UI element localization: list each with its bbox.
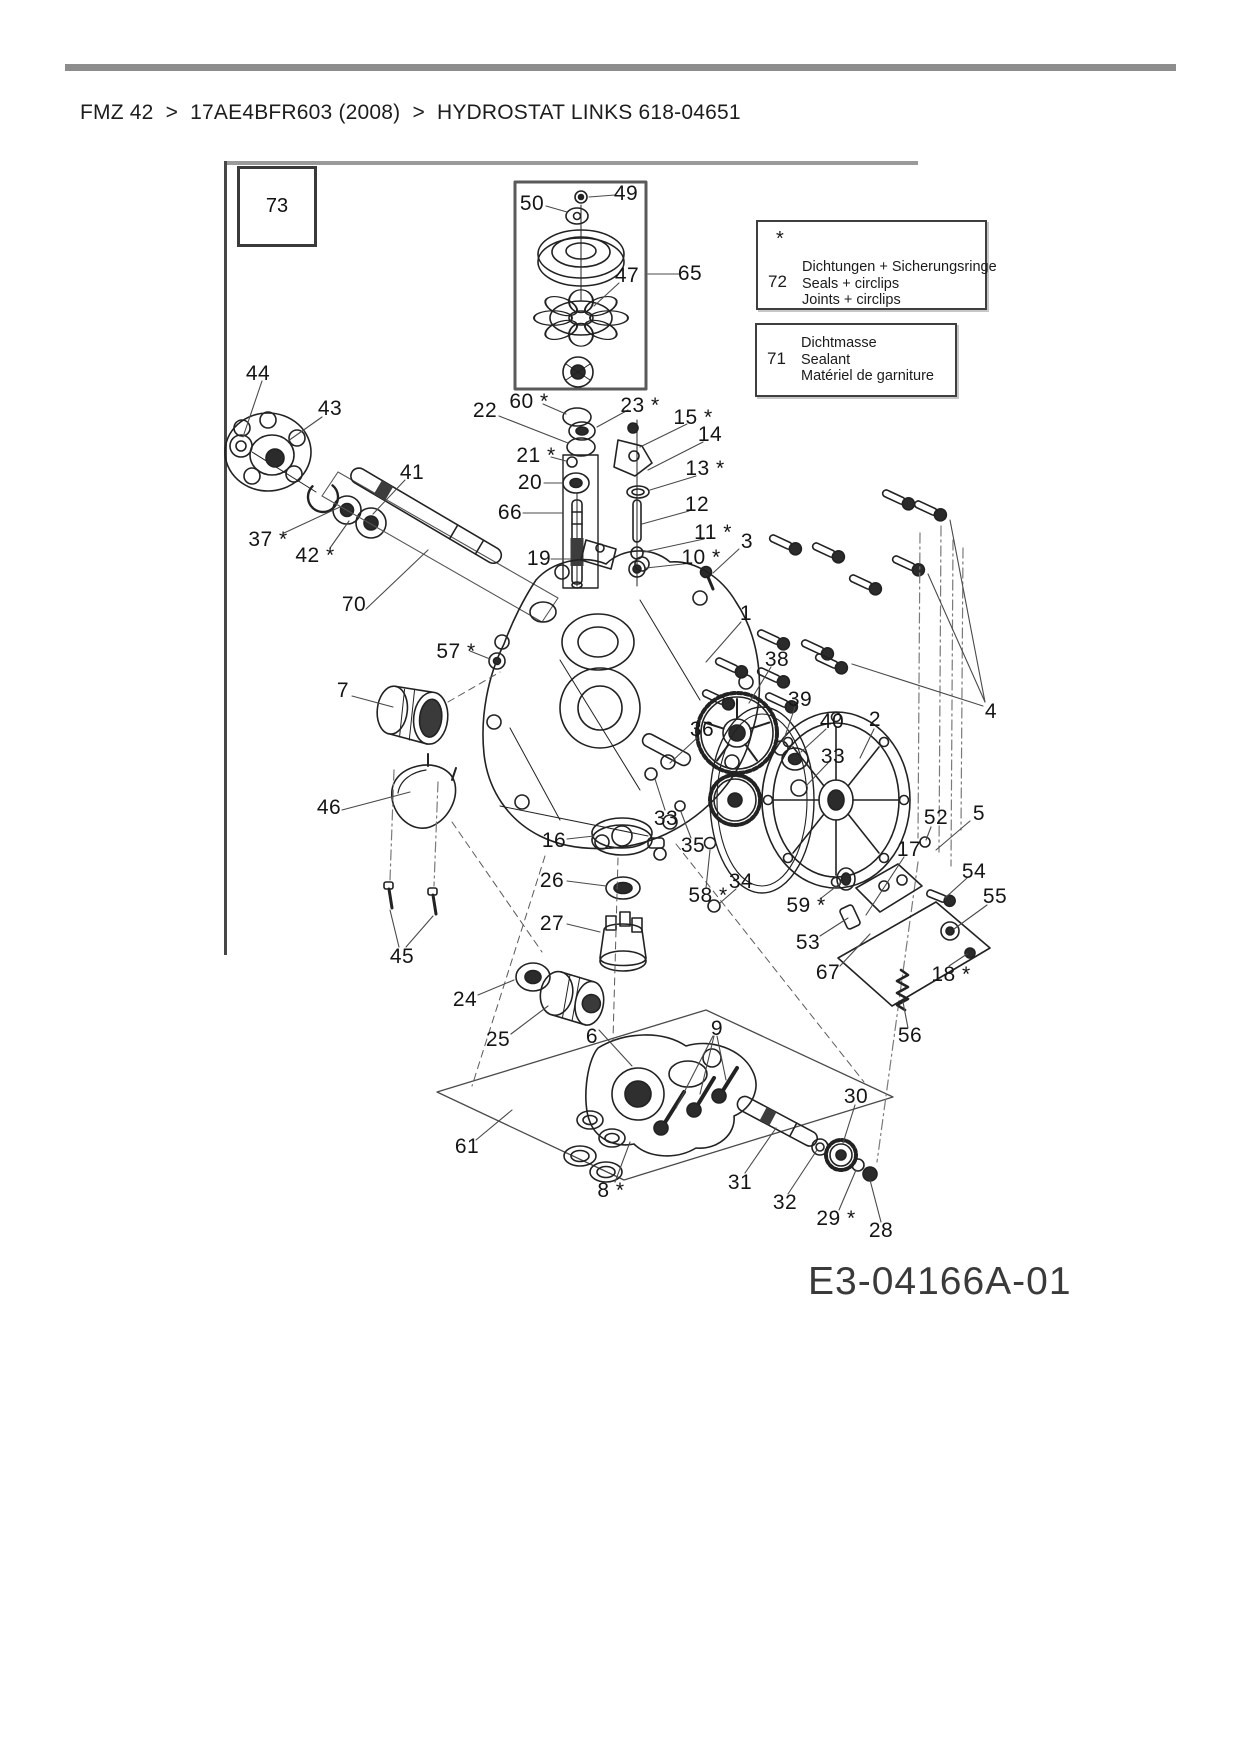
part-callout-12: 12 (684, 493, 710, 516)
part-callout-70: 70 (341, 593, 367, 616)
part-callout-35: 35 (680, 834, 706, 857)
part-callout-50: 50 (519, 192, 545, 215)
part-callout-24: 24 (452, 988, 478, 1011)
part-callout-26: 26 (539, 869, 565, 892)
legend-item-number: 71 (767, 349, 786, 368)
part-callout-37: 37 * (248, 528, 288, 551)
part-callout-42: 42 * (295, 544, 335, 567)
legend-line-de: Dichtmasse (801, 335, 877, 351)
part-callout-30: 30 (843, 1085, 869, 1108)
part-callout-41: 41 (399, 461, 425, 484)
part-output-axle-drawing (735, 862, 918, 1181)
part-callout-39: 39 (787, 688, 813, 711)
part-callout-27: 27 (539, 912, 565, 935)
part-callout-1: 1 (739, 602, 753, 625)
inset-box-73 (237, 166, 317, 247)
part-callout-29: 29 * (816, 1207, 856, 1230)
part-callout-7: 7 (336, 679, 350, 702)
part-callout-36: 36 (689, 718, 715, 741)
part-callout-28: 28 (868, 1219, 894, 1242)
part-callout-58: 58 * (688, 884, 728, 907)
part-callout-53: 53 (795, 931, 821, 954)
part-callout-66: 66 (497, 501, 523, 524)
part-callout-8: 8 * (597, 1179, 625, 1202)
part-callout-54: 54 (961, 860, 987, 883)
part-callout-67: 67 (815, 961, 841, 984)
part-oil-filter-drawing (374, 685, 450, 746)
part-callout-61: 61 (454, 1135, 480, 1158)
part-callout-45: 45 (389, 945, 415, 968)
part-callout-10: 10 * (681, 546, 721, 569)
part-callout-5: 5 (972, 802, 986, 825)
part-callout-9: 9 (710, 1017, 724, 1040)
part-callout-31: 31 (727, 1171, 753, 1194)
asterisk-icon: * (776, 228, 784, 250)
part-callout-49: 49 (613, 182, 639, 205)
part-callout-25: 25 (485, 1028, 511, 1051)
inset-box-label: 73 (265, 195, 289, 217)
part-callout-17: 17 (896, 838, 922, 861)
part-callout-40: 40 (819, 710, 845, 733)
part-control-arm-drawing (614, 420, 713, 589)
part-callout-33: 33 (653, 807, 679, 830)
legend-text (801, 335, 934, 385)
part-callout-22: 22 (472, 399, 498, 422)
part-callout-44: 44 (245, 362, 271, 385)
part-guard-drawing (384, 754, 456, 914)
part-callout-23: 23 * (620, 394, 660, 417)
part-trunnion-drawing (516, 818, 666, 1027)
part-callout-6: 6 (585, 1025, 599, 1048)
part-callout-13: 13 * (685, 457, 725, 480)
part-callout-60: 60 * (509, 390, 549, 413)
part-callout-46: 46 (316, 796, 342, 819)
part-callout-57: 57 * (436, 640, 476, 663)
legend-item-number: 72 (768, 272, 787, 291)
part-callout-56: 56 (897, 1024, 923, 1047)
part-callout-14: 14 (697, 423, 723, 446)
legend-line-fr: Joints + circlips (802, 292, 901, 308)
part-callout-59: 59 * (786, 894, 826, 917)
part-callout-55: 55 (982, 885, 1008, 908)
legend-sealant (755, 323, 957, 397)
drawing-code: E3-04166A-01 (808, 1260, 1072, 1303)
part-callout-2: 2 (868, 708, 882, 731)
part-callout-20: 20 (517, 471, 543, 494)
construction-lines (448, 672, 864, 1086)
legend-line-en: Sealant (801, 351, 851, 368)
part-callout-47: 47 (614, 264, 640, 287)
part-callout-15: 15 * (673, 406, 713, 429)
part-gear-train-drawing (640, 693, 808, 912)
part-callout-3: 3 (740, 530, 754, 553)
part-callout-65: 65 (677, 262, 703, 285)
legend-seals-circlips (756, 220, 997, 310)
part-callout-43: 43 (317, 397, 343, 420)
legend-line-fr: Matériel de garniture (801, 368, 934, 384)
part-callout-32: 32 (772, 1191, 798, 1214)
part-callout-16: 16 (541, 829, 567, 852)
part-callout-34: 34 (728, 870, 754, 893)
part-callout-21: 21 * (516, 444, 556, 467)
part-seal-rings-drawing (563, 408, 595, 456)
part-wheel-hub-drawing (225, 412, 558, 622)
breadcrumb: FMZ 42 > 17AE4BFR603 (2008) > HYDROSTAT LINKS 618-04651 (80, 101, 741, 124)
part-mounting-plate-drawing (838, 837, 990, 1010)
part-fan-assembly-drawing (515, 182, 646, 389)
part-callout-18: 18 * (931, 963, 971, 986)
part-callout-33: 33 (820, 745, 846, 768)
part-callout-52: 52 (923, 806, 949, 829)
legend-line-en: Seals + circlips (802, 275, 900, 292)
legend-line-de: Dichtungen + Sicherungsringe (802, 259, 997, 275)
part-callout-4: 4 (984, 700, 998, 723)
part-callout-38: 38 (764, 648, 790, 671)
part-callout-11: 11 * (694, 521, 732, 544)
part-callout-19: 19 (526, 547, 552, 570)
legend-text (802, 259, 997, 309)
